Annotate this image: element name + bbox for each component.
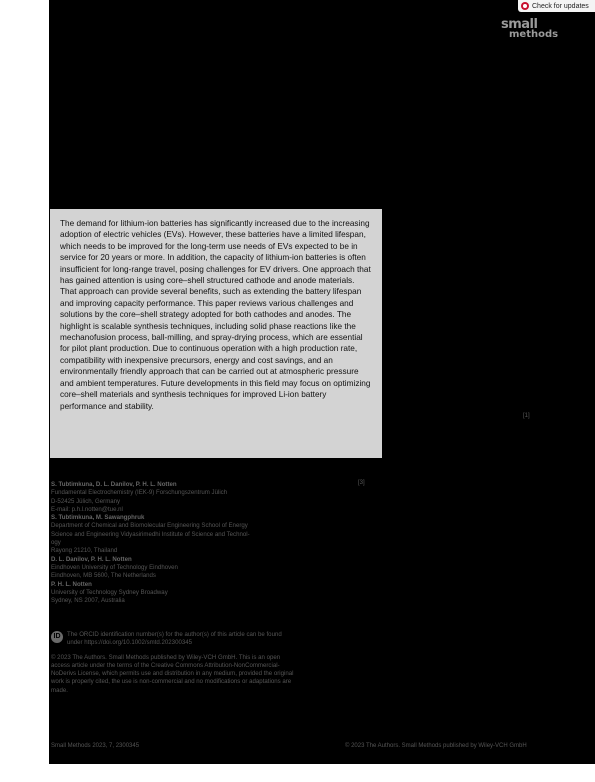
crossmark-icon <box>521 2 529 10</box>
affiliation-block <box>51 481 296 514</box>
journal-logo <box>501 17 559 40</box>
affiliation-line: Department of Chemical and Biomolecular Engineering School of Energy <box>51 522 248 530</box>
orcid-note <box>51 631 296 648</box>
affiliation-block <box>51 581 296 606</box>
affiliations <box>51 481 296 605</box>
affiliation-email-link[interactable]: E-mail: p.h.l.notten@tue.nl <box>51 505 123 513</box>
affiliation-line: Rayong 21210, Thailand <box>51 547 118 555</box>
abstract-box <box>50 209 382 458</box>
affiliation-line: Sydney, NS 2007, Australia <box>51 597 125 605</box>
orcid-icon[interactable]: ID <box>51 631 63 643</box>
journal-logo-line2: methods <box>509 29 559 40</box>
affiliation-authors: P. H. L. Notten <box>51 580 92 588</box>
reference-marker[interactable]: [3] <box>358 480 365 486</box>
article-notes <box>51 631 296 695</box>
reference-marker[interactable]: [1] <box>523 413 530 419</box>
affiliation-block <box>51 556 296 581</box>
affiliation-line: Science and Engineering Vidyasirimedhi Institute of Science and Technol- <box>51 530 250 538</box>
affiliation-line: Eindhoven, MB 5600, The Netherlands <box>51 572 156 580</box>
check-for-updates-button[interactable] <box>518 0 595 12</box>
affiliation-line: University of Technology Sydney Broadway <box>51 588 168 596</box>
affiliation-block <box>51 514 296 555</box>
footer-citation: Small Methods 2023, 7, 2300345 <box>51 743 140 749</box>
affiliation-line: ogy <box>51 539 61 547</box>
affiliation-authors: D. L. Danilov, P. H. L. Notten <box>51 555 132 563</box>
affiliation-line: D-52425 Jülich, Germany <box>51 497 121 505</box>
affiliation-authors: S. Tubtimkuna, M. Sawangphruk <box>51 514 145 522</box>
affiliation-authors: S. Tubtimkuna, D. L. Danilov, P. H. L. Notten <box>51 481 177 488</box>
orcid-text[interactable]: The ORCID identification number(s) for the author(s) of this article can be found under https://doi.org/10.1002/smtd.202300345 <box>67 631 282 647</box>
check-for-updates-label: Check for updates <box>532 2 589 10</box>
footer-copyright: © 2023 The Authors. Small Methods published by Wiley-VCH GmbH <box>345 743 527 749</box>
journal-logo-line1: small <box>501 17 538 32</box>
affiliation-line: Eindhoven University of Technology Eindhoven <box>51 563 178 571</box>
affiliation-line: Fundamental Electrochemistry (IEK-9) Forschungszentrum Jülich <box>51 489 228 497</box>
abstract-text: The demand for lithium-ion batteries has significantly increased due to the increasing adoption of electric vehicles (EVs). However, these batteries have a limited lifespan, which needs to be improved for the long-term use needs of EVs expected to be in service for 20 years or more. In addition, the capacity of lithium-ion batteries is often insufficient for long-range travel, posing challenges for EV drivers. One approach that has gained attention is using core–shell structured cathode and anode materials. That approach can provide several benefits, such as extending the battery lifespan and improving capacity performance. This paper reviews various challenges and solutions by the core–shell strategy adopted for both cathodes and anodes. The highlight is scalable synthesis techniques, including solid phase reactions like the mechanofusion process, ball-milling, and spray-drying process, which are essential for pilot plant production. Due to continuous operation with a high production rate, compatibility with inexpensive precursors, energy and cost savings, and an environmentally friendly approach that can be carried out at atmospheric pressure and ambient temperatures. Future developments in this field may focus on optimizing core–shell materials and synthesis techniques for improved Li-ion battery performance and stability. <box>60 219 371 411</box>
copyright-notice: © 2023 The Authors. Small Methods published by Wiley-VCH GmbH. This is an open access article under the terms of the Creative Commons Attribution-NonCommercial-NoDerivs License, which permits use and distribution in any medium, provided the original work is properly cited, the use is non-commercial and no modifications or adaptations are made. <box>51 653 294 694</box>
